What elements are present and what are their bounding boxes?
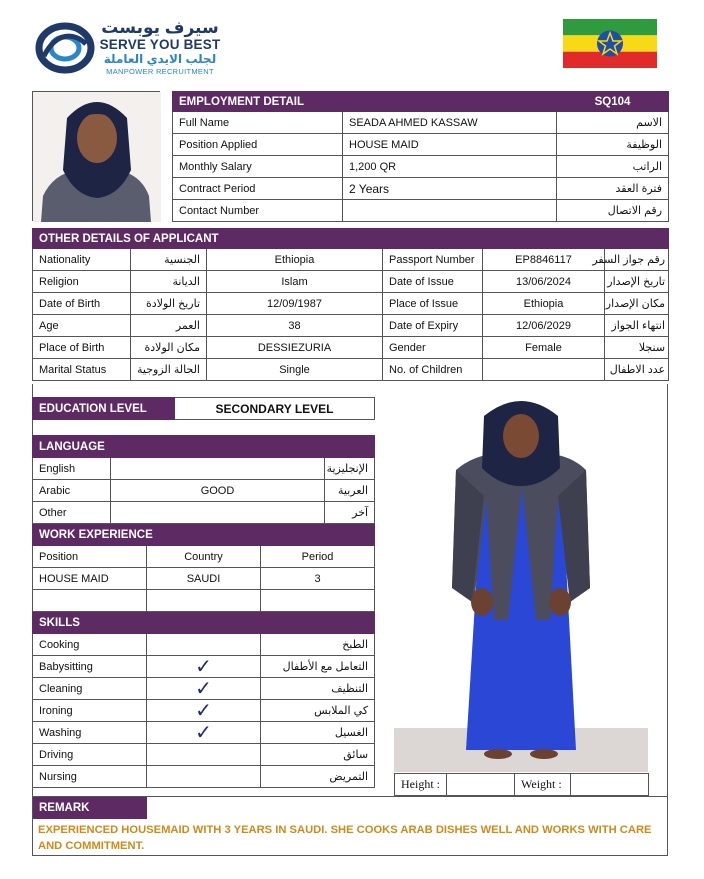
ethiopia-flag-icon: [563, 19, 657, 68]
language-label: Arabic: [33, 480, 111, 502]
detail-value: 12/06/2029: [483, 315, 605, 337]
other-details-title: OTHER DETAILS OF APPLICANT: [33, 229, 669, 249]
details-row: [33, 271, 669, 293]
skill-check-icon: [147, 744, 261, 766]
language-value: GOOD: [111, 480, 325, 502]
work-row: [33, 568, 375, 590]
details-row: [33, 293, 669, 315]
education-value: SECONDARY LEVEL: [175, 398, 375, 420]
field-value: SEADA AHMED KASSAW: [343, 112, 557, 134]
details-row: [33, 315, 669, 337]
field-label-ar: الاسم: [557, 112, 669, 134]
detail-label-ar: العمر: [131, 315, 207, 337]
full-body-photo-icon: [394, 388, 648, 772]
language-value: [111, 502, 325, 524]
language-row: [33, 502, 375, 524]
skill-label: Washing: [33, 722, 147, 744]
detail-label: Date of Expiry: [383, 315, 483, 337]
detail-value: Single: [207, 359, 383, 381]
applicant-full-photo: [394, 388, 648, 772]
detail-value: 13/06/2024: [483, 271, 605, 293]
company-name-ar: سيرف يوبست: [101, 18, 219, 37]
language-label-ar: العربية: [325, 480, 375, 502]
remark-text: EXPERIENCED HOUSEMAID WITH 3 YEARS IN SAUDI. SHE COOKS ARAB DISHES WELL AND WORKS WITH CARE AND COMMITMENT.: [38, 824, 652, 852]
field-value: 1,200 QR: [343, 156, 557, 178]
detail-value: 38: [207, 315, 383, 337]
work-header-position: Position: [33, 546, 147, 568]
detail-value: DESSIEZURIA: [207, 337, 383, 359]
company-name-en: SERVE YOU BEST: [99, 37, 221, 52]
detail-value: Ethiopia: [483, 293, 605, 315]
field-label: Full Name: [173, 112, 343, 134]
detail-label-ar: سنجلا: [605, 337, 669, 359]
skill-row: [33, 722, 375, 744]
skill-label-ar: الطبخ: [261, 634, 375, 656]
detail-value: 12/09/1987: [207, 293, 383, 315]
language-value: [111, 458, 325, 480]
details-row: [33, 249, 669, 271]
field-label-ar: فترة العقد: [557, 178, 669, 200]
measurements-table: [394, 773, 649, 796]
employment-row: [173, 156, 669, 178]
work-period: 3: [261, 568, 375, 590]
language-label: English: [33, 458, 111, 480]
detail-label-ar: تاريخ الولادة: [131, 293, 207, 315]
detail-label-ar: تاريخ الإصدار: [605, 271, 669, 293]
employment-row: [173, 112, 669, 134]
detail-value: Islam: [207, 271, 383, 293]
detail-label-ar: الحالة الزوجية: [131, 359, 207, 381]
detail-label: No. of Children: [383, 359, 483, 381]
height-label: Height :: [395, 774, 447, 796]
detail-label: Nationality: [33, 249, 131, 271]
skills-title: SKILLS: [33, 612, 375, 634]
field-value: [343, 200, 557, 222]
skill-label-ar: التمريض: [261, 766, 375, 788]
applicant-portrait: [32, 91, 160, 221]
employment-row: [173, 200, 669, 222]
detail-label: Age: [33, 315, 131, 337]
details-row: [33, 337, 669, 359]
portrait-photo-icon: [33, 92, 161, 222]
work-experience-title: WORK EXPERIENCE: [33, 524, 375, 546]
detail-label: Religion: [33, 271, 131, 293]
detail-label: Date of Issue: [383, 271, 483, 293]
language-row: [33, 458, 375, 480]
company-logo: [36, 18, 221, 78]
work-row: [33, 590, 375, 612]
detail-label-ar: الجنسية: [131, 249, 207, 271]
work-header-row: [33, 546, 375, 568]
skill-label: Cleaning: [33, 678, 147, 700]
skill-row: [33, 766, 375, 788]
skill-check-icon: ✓: [147, 678, 261, 700]
employment-row: [173, 178, 669, 200]
skill-check-icon: ✓: [147, 656, 261, 678]
skill-row: [33, 634, 375, 656]
education-label: EDUCATION LEVEL: [33, 398, 175, 420]
skill-label-ar: سائق: [261, 744, 375, 766]
detail-label-ar: انتهاء الجواز: [605, 315, 669, 337]
work-country: SAUDI: [147, 568, 261, 590]
field-value: 2 Years: [343, 178, 557, 200]
details-row: [33, 359, 669, 381]
work-position: [33, 590, 147, 612]
skill-row: [33, 678, 375, 700]
work-header-country: Country: [147, 546, 261, 568]
language-row: [33, 480, 375, 502]
weight-value: [571, 774, 649, 796]
skill-check-icon: [147, 766, 261, 788]
detail-label-ar: رقم جواز السفر: [605, 249, 669, 271]
detail-value: [483, 359, 605, 381]
company-sub-en: MANPOWER RECRUITMENT: [106, 67, 214, 76]
detail-label-ar: مكان الولادة: [131, 337, 207, 359]
language-label: Other: [33, 502, 111, 524]
skill-row: [33, 744, 375, 766]
skill-label-ar: التعامل مع الأطفال: [261, 656, 375, 678]
field-label-ar: الراتب: [557, 156, 669, 178]
employment-detail-title: EMPLOYMENT DETAIL: [173, 92, 557, 112]
detail-label: Place of Birth: [33, 337, 131, 359]
work-country: [147, 590, 261, 612]
field-label: Monthly Salary: [173, 156, 343, 178]
other-details-table: [32, 228, 669, 381]
reference-code: SQ104: [557, 92, 669, 112]
company-sub-ar: لجلب الايدي العاملة: [103, 52, 217, 66]
skill-row: [33, 656, 375, 678]
skill-label: Nursing: [33, 766, 147, 788]
detail-value: Ethiopia: [207, 249, 383, 271]
skill-check-icon: ✓: [147, 700, 261, 722]
skill-label: Driving: [33, 744, 147, 766]
field-value: HOUSE MAID: [343, 134, 557, 156]
field-label-ar: رقم الاتصال: [557, 200, 669, 222]
skill-label-ar: التنظيف: [261, 678, 375, 700]
detail-value: EP8846117: [483, 249, 605, 271]
work-position: HOUSE MAID: [33, 568, 147, 590]
skill-check-icon: [147, 634, 261, 656]
detail-label-ar: مكان الإصدار: [605, 293, 669, 315]
skill-label-ar: الغسيل: [261, 722, 375, 744]
weight-label: Weight :: [515, 774, 571, 796]
detail-label: Place of Issue: [383, 293, 483, 315]
language-label-ar: الإنجليزية: [325, 458, 375, 480]
detail-label: Date of Birth: [33, 293, 131, 315]
field-label: Contact Number: [173, 200, 343, 222]
employment-row: [173, 134, 669, 156]
education-table: [32, 397, 375, 420]
skills-block-table: [32, 435, 375, 788]
field-label-ar: الوظيفة: [557, 134, 669, 156]
skill-row: [33, 700, 375, 722]
detail-label-ar: الديانة: [131, 271, 207, 293]
skill-check-icon: ✓: [147, 722, 261, 744]
skill-label: Babysitting: [33, 656, 147, 678]
detail-value: Female: [483, 337, 605, 359]
detail-label: Passport Number: [383, 249, 483, 271]
work-header-period: Period: [261, 546, 375, 568]
language-title: LANGUAGE: [33, 436, 375, 458]
logo-emblem-icon: [36, 22, 94, 74]
detail-label-ar: عدد الاطفال: [605, 359, 669, 381]
field-label: Position Applied: [173, 134, 343, 156]
employment-detail-table: [172, 91, 669, 222]
height-value: [447, 774, 515, 796]
skill-label: Cooking: [33, 634, 147, 656]
language-label-ar: آخر: [325, 502, 375, 524]
remark-section: [32, 796, 668, 856]
skill-label: Ironing: [33, 700, 147, 722]
field-label: Contract Period: [173, 178, 343, 200]
work-period: [261, 590, 375, 612]
detail-label: Marital Status: [33, 359, 131, 381]
detail-label: Gender: [383, 337, 483, 359]
remark-title: REMARK: [33, 797, 147, 819]
skill-label-ar: كي الملابس: [261, 700, 375, 722]
